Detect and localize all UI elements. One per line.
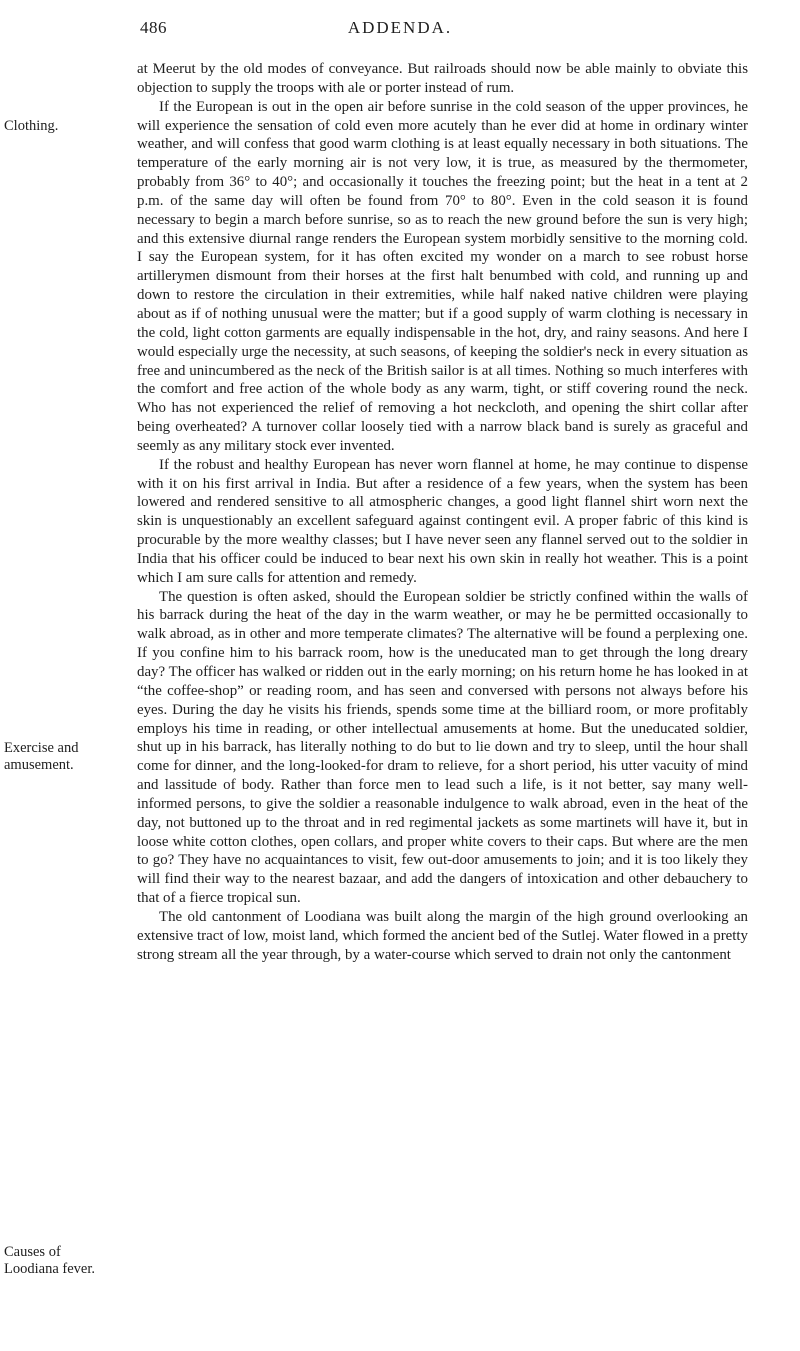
page-number: 486: [140, 18, 167, 37]
side-note-clothing: Clothing.: [4, 118, 59, 134]
paragraph-exercise: The question is often asked, should the European soldier be strictly confined within the walls of his barrack during the heat of the day in the warm weather, or may he be permitted occasionally to walk abroad, as in other and more temperate climates? The alternative will be found a perplexing one. If you confine him to his barrack room, how is the uneducated man to get through the long dreary day? The officer has walked or ridden out in the early morning; on his return home he has looked in at “the coffee-shop” or reading room, and has seen and conversed with persons not always before his eyes. During the day he visits his friends, spends some time at the billiard room, or more profitably employs his time in reading, or other intellectual amusements at home. But the uneducated soldier, shut up in his barrack, has literally nothing to do but to lie down and try to sleep, until the hour shall come for dinner, and the long-looked-for dram to relieve, for a short period, his utter vacuity of mind and lassitude of body. Rather than force men to lead such a life, is it not better, say many well-informed persons, to give the soldier a reasonable indulgence to walk abroad, even in the heat of the day, not buttoned up to the throat and in red regimental jackets as some martinets will have it, but in loose white cotton clothes, open collars, and proper white covers to their caps. But where are the men to go? They have no acquaintances to visit, few out-door amusements to join; and it is too likely they will find their way to the nearest bazaar, and add the dangers of intoxication and other debauchery to that of a fierce tropical sun.: [137, 588, 748, 907]
side-note-causes: Causes of Loodiana fever.: [4, 1244, 95, 1277]
running-title: ADDENDA.: [347, 18, 453, 37]
paragraph-loodiana: The old cantonment of Loodiana was built along the margin of the high ground overlooking an extensive tract of low, moist land, which formed the ancient bed of the Sutlej. Water flowed in a pretty strong stream all the year through, by a water-course which served to drain not only the cantonment: [137, 908, 748, 963]
paragraph-clothing: If the European is out in the open air before sunrise in the cold season of the upper provinces, he will experience the sensation of cold even more acutely than he ever did at home in ordinary winter weather, and will confess that good warm clothing is at least equally necessary in both situations. The temperature of the early morning air is not very low, it is true, as measured by the thermometer, probably from 36° to 40°; and occasionally it touches the freezing point; but the heat in a tent at 2 p.m. of the same day will often be found from 70° to 80°. Even in the cold season it is found necessary to begin a march before sunrise, so as to reach the new ground before the sun is very high; and this extensive diurnal range renders the European system morbidly sensitive to the morning cold. I say the European system, for it has often excited my wonder on a march to see robust horse artillerymen dismount from their horses at the first halt benumbed with cold, and running up and down to restore the circulation in their extremities, while half naked native children were playing about as if of nothing unusual were the matter; but if a good supply of warm clothing is necessary in the cold, light cotton garments are equally indispensable in the hot, dry, and rainy seasons. And here I would especially urge the necessity, at such seasons, of keeping the soldier's neck in every situation as free and unincumbered as the neck of the British sailor is at all times. Nothing so much interferes with the comfort and free action of the whole body as any warm, tight, or stiff covering round the neck. Who has not experienced the relief of removing a hot neckcloth, and opening the shirt collar after being overheated? A turnover collar loosely tied with a narrow black band is surely as graceful and seemly as any military stock ever invented.: [137, 98, 748, 454]
page-header: [0, 18, 800, 42]
side-note-exercise: Exercise and amusement.: [4, 740, 79, 773]
body-text: [137, 60, 748, 965]
paragraph-flannel: If the robust and healthy European has never worn flannel at home, he may continue to dispense with it on his first arrival in India. But after a residence of a few years, when the system has been lowered and rendered sensitive to all atmospheric changes, a good light flannel shirt worn next the skin is unquestionably an excellent safeguard against contingent evil. A proper fabric of this kind is procurable by the more wealthy classes; but I have never seen any flannel served out to the soldier in India that his officer could be induced to bear next his own skin in really hot weather. This is a point which I am sure calls for attention and remedy.: [137, 456, 748, 586]
paragraph-continued: at Meerut by the old modes of conveyance. But railroads should now be able mainly to obviate this objection to supply the troops with ale or porter instead of rum.: [137, 61, 748, 96]
